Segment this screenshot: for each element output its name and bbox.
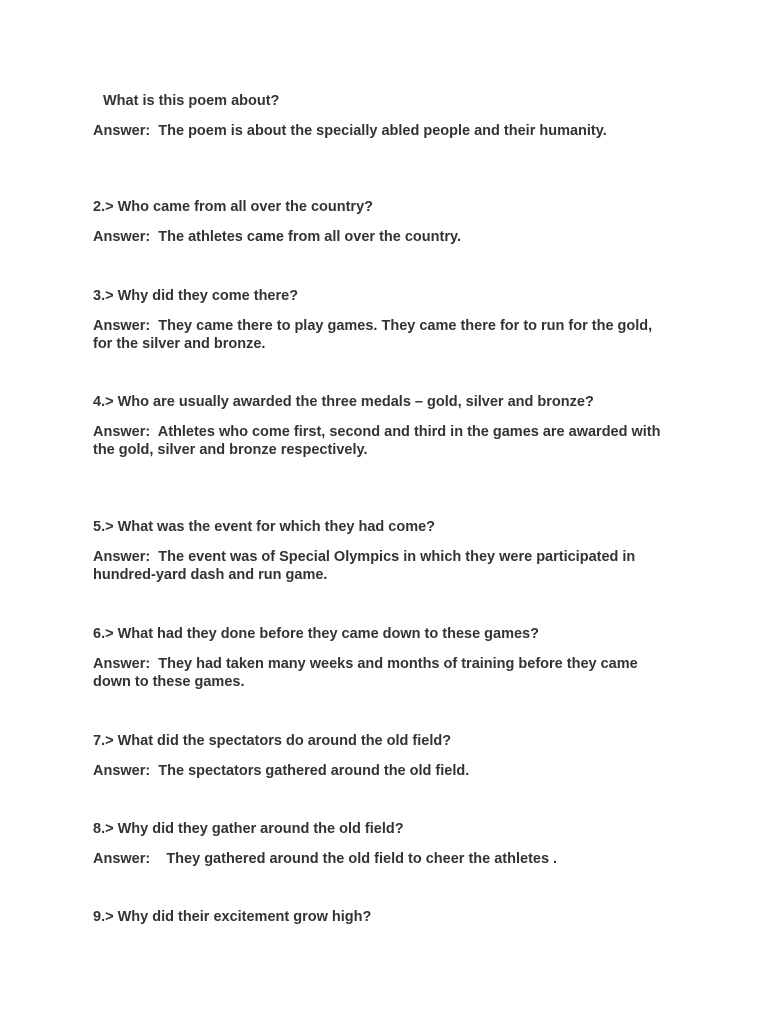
- question-3: 3.> Why did they come there?: [93, 288, 299, 304]
- qa-item-3: [93, 287, 673, 354]
- question-4: 4.> Who are usually awarded the three medals – gold, silver and bronze?: [93, 394, 594, 410]
- answer-6: Answer: They had taken many weeks and months of training before they came down to these games.: [93, 655, 642, 690]
- qa-item-5: [93, 518, 673, 585]
- answer-7: Answer: The spectators gathered around the old field.: [93, 762, 470, 779]
- answer-8: Answer: They gathered around the old field to cheer the athletes .: [93, 850, 558, 867]
- qa-item-6: [93, 625, 673, 692]
- answer-5: Answer: The event was of Special Olympics in which they were participated in hundred-yard dash and run game.: [93, 548, 640, 583]
- qa-item-9: [93, 908, 673, 927]
- question-8: 8.> Why did they gather around the old field?: [93, 821, 404, 837]
- qa-item-8: [93, 820, 673, 868]
- question-1: What is this poem about?: [103, 93, 280, 109]
- question-5: 5.> What was the event for which they had come?: [93, 519, 436, 535]
- answer-1: Answer: The poem is about the specially abled people and their humanity.: [93, 122, 607, 139]
- answer-3: Answer: They came there to play games. They came there for to run for the gold, for the silver and bronze.: [93, 317, 657, 352]
- answer-4: Answer: Athletes who come first, second and third in the games are awarded with the gold, silver and bronze respectively.: [93, 423, 665, 458]
- qa-item-1: [93, 92, 673, 140]
- question-7: 7.> What did the spectators do around the old field?: [93, 733, 452, 749]
- qa-item-4: [93, 393, 673, 460]
- question-2: 2.> Who came from all over the country?: [93, 199, 373, 215]
- qa-item-2: [93, 198, 673, 246]
- question-6: 6.> What had they done before they came down to these games?: [93, 626, 539, 642]
- qa-item-7: [93, 732, 673, 780]
- answer-2: Answer: The athletes came from all over the country.: [93, 228, 461, 245]
- question-9: 9.> Why did their excitement grow high?: [93, 909, 372, 925]
